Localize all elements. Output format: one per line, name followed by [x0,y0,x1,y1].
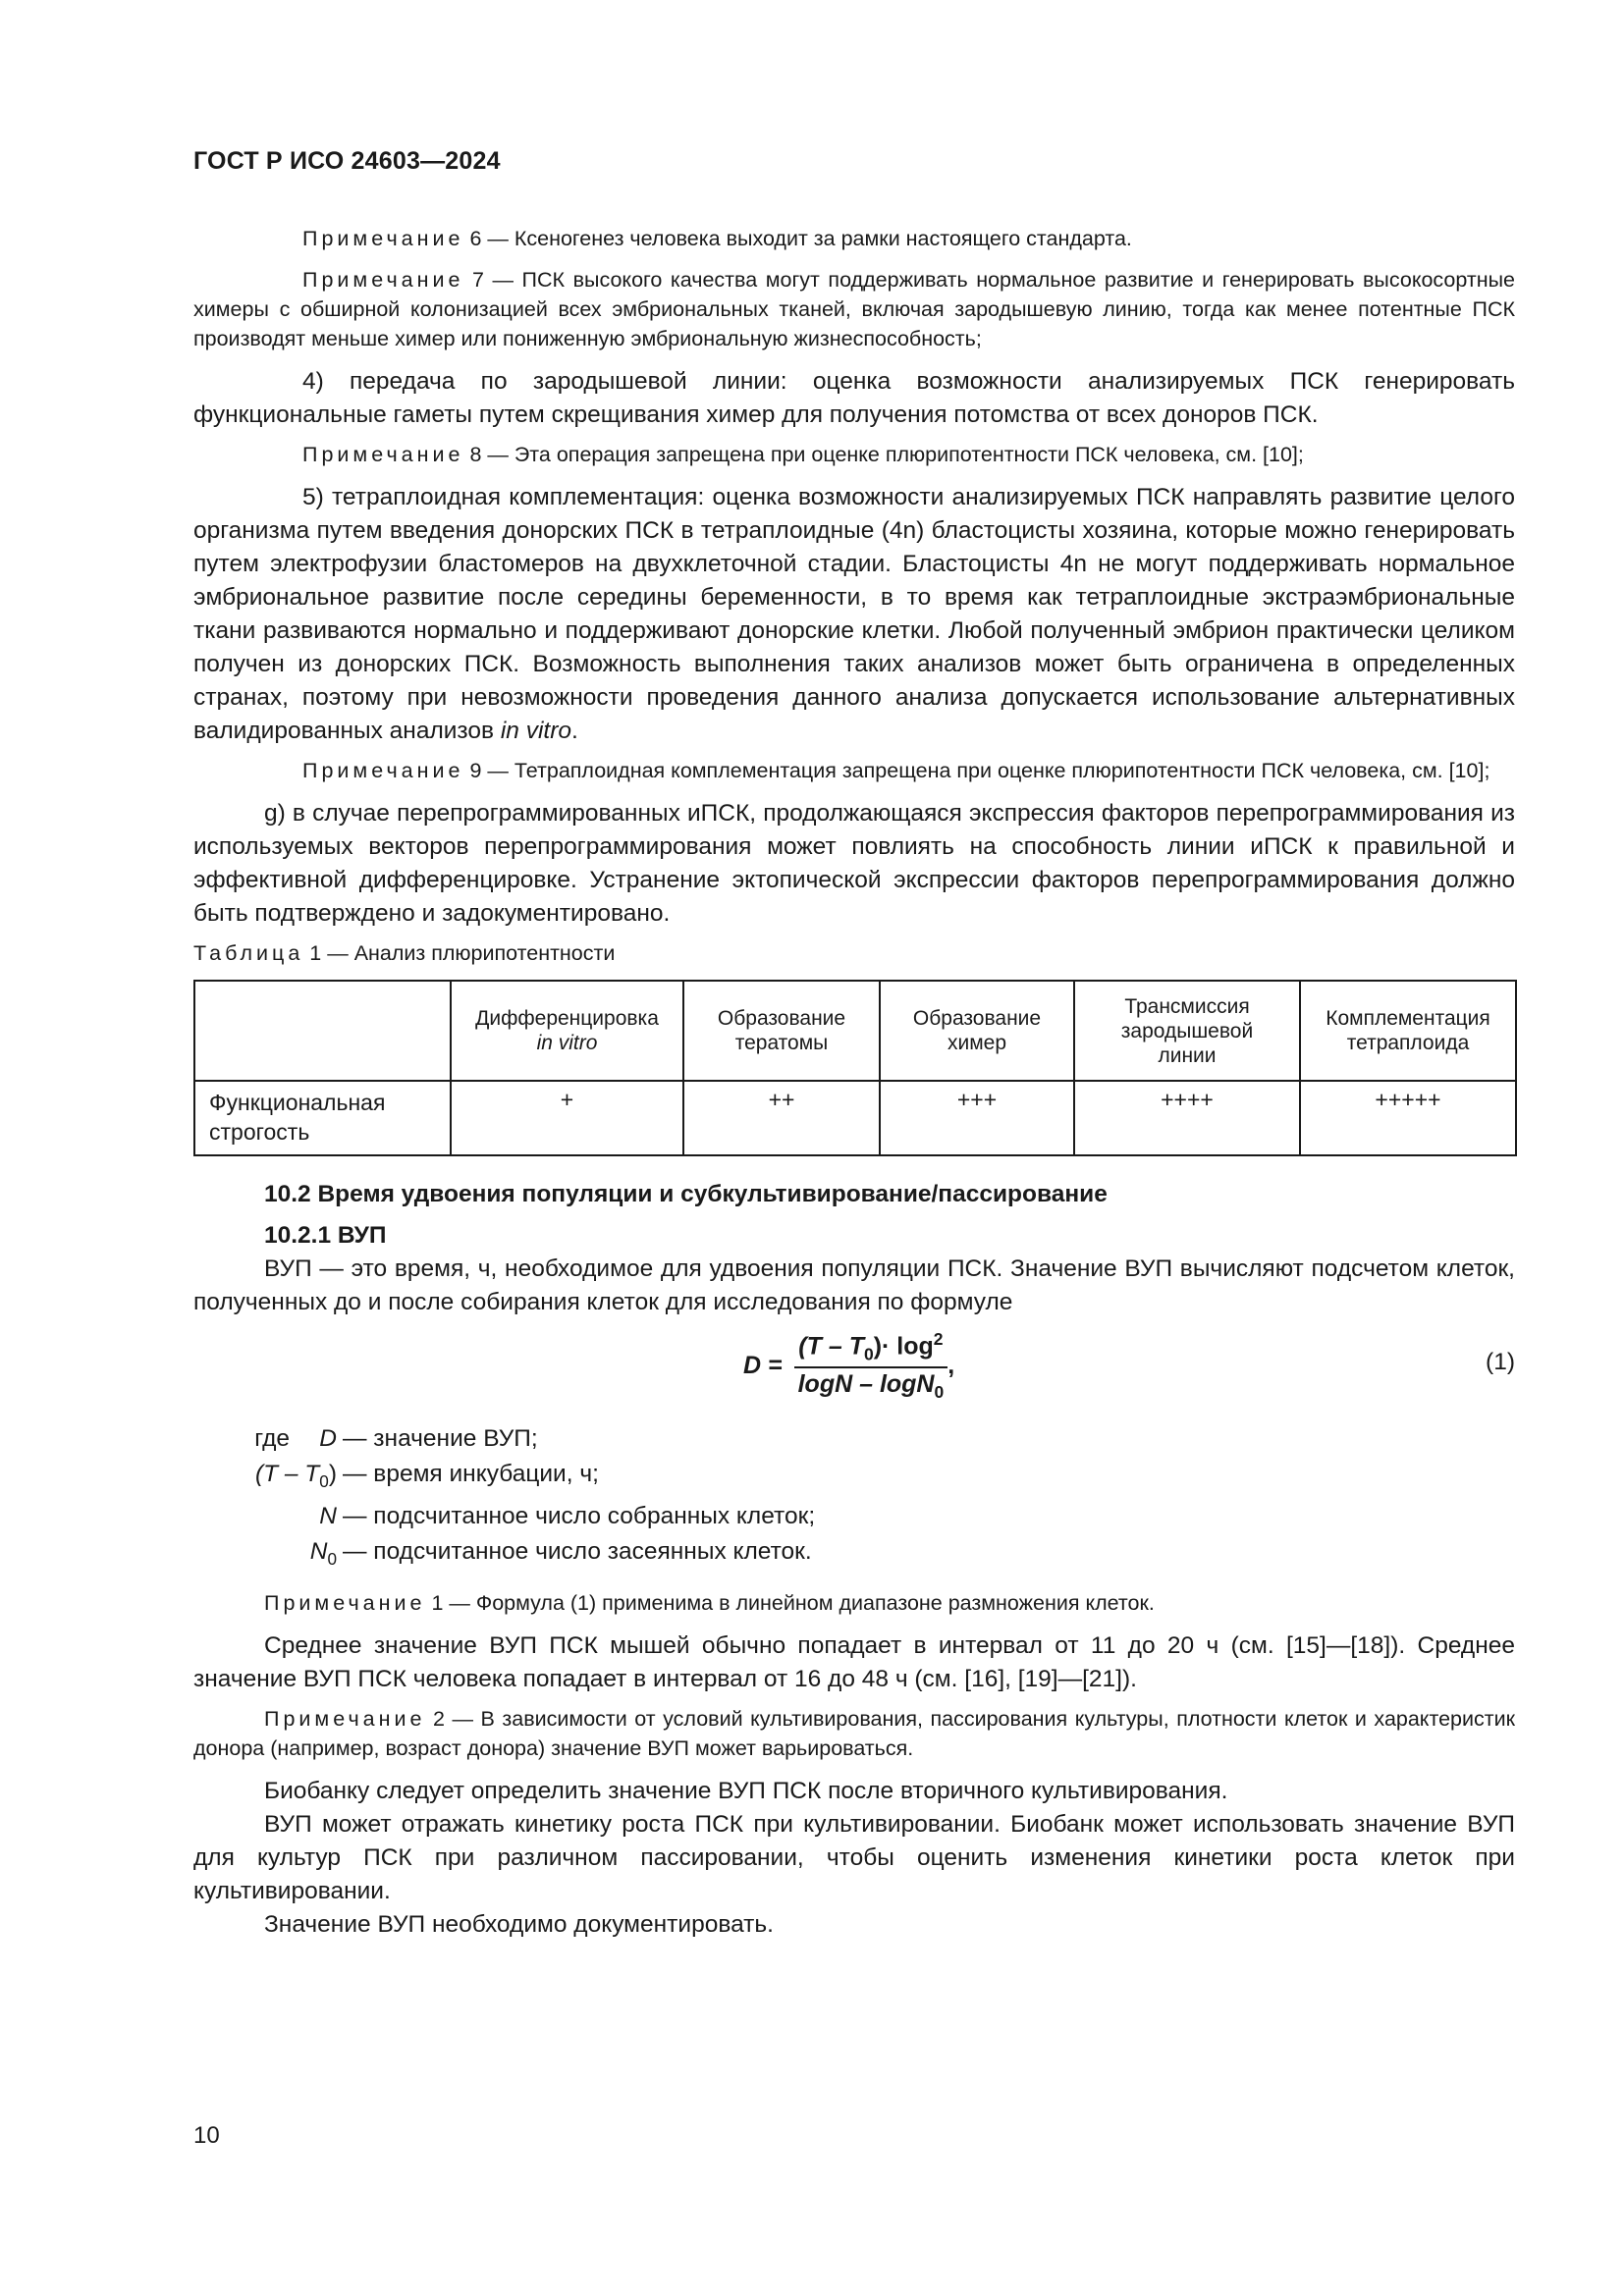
note-label: Примечание [302,759,464,782]
table-cell: +++++ [1300,1081,1516,1155]
legend-symbol: N [319,1502,337,1529]
note-number: 7 [472,268,484,292]
note-text: — Эта операция запрещена при оценке плюрипотентности ПСК человека, см. [10]; [481,443,1304,466]
table-header-cell: Образование химер [880,981,1074,1081]
legend-text: — время инкубации, ч; [343,1461,599,1487]
legend-where: где [254,1425,291,1452]
paragraph-g: g) в случае перепрограммированных иПСК, продолжающаяся экспрессия факторов перепрограммирования из используемых векторов перепрограммирования может повлиять на способность линии иПСК к правильной и эффективной дифференцировке. Устранение эктопической экспрессии факторов перепрограммирования должно быть подтверждено и задокументировано. [193,800,1515,927]
paragraph-4: 4) передача по зародышевой линии: оценка возможности анализируемых ПСК генерировать функциональные гаметы путем скрещивания химер для получения потомства от всех доноров ПСК. [193,368,1515,428]
table-caption-label: Таблица [193,941,304,965]
paragraph-5-text: 5) тетраплоидная комплементация: оценка возможности анализируемых ПСК направлять развитие целого организма путем введения донорских ПСК в тетраплоидные (4n) бластоцисты хозяина, которые можно генерировать путем электрофузии бластомеров на двухклеточной стадии. Бластоцисты 4n не могут поддерживать нормальное эмбриональное развитие после середины беременности, в то время как тетраплоидные экстраэмбриональные ткани развиваются нормально и поддерживают донорские клетки. Любой полученный эмбрион практически целиком получен из донорских ПСК. Возможность выполнения таких анализов может быть ограничена в определенных странах, поэтому при невозможности проведения данного анализа допускается использование альтернативных валидированных анализов [193,484,1515,744]
table-caption-text: 1 — Анализ плюрипотентности [303,941,616,965]
legend-row [193,1457,1515,1499]
note-label: Примечание [302,268,464,292]
table-cell: + [451,1081,683,1155]
legend-symbol: $N_0$ [309,1537,337,1569]
table-corner-cell [194,981,451,1081]
formula-legend [193,1421,1515,1576]
legend-row [193,1499,1515,1534]
formula-number: (1) [1486,1349,1515,1375]
avg-paragraph: Среднее значение ВУП ПСК мышей обычно попадает в интервал от 11 до 20 ч (см. [15]—[18]). Среднее значение ВУП ПСК человека попадает в интервал от 16 до 48 ч (см. [16], [19]—[21]). [193,1631,1515,1692]
section-heading-10-2: 10.2 Время удвоения популяции и субкультивирование/пассирование [264,1181,1108,1207]
note-m2 [193,1704,1515,1763]
note-7 [193,265,1515,353]
table-header-row [194,981,1516,1081]
formula-lhs: D = [743,1352,783,1380]
table-cell: +++ [880,1081,1074,1155]
legend-text: — подсчитанное число засеянных клеток. [343,1537,812,1565]
table-cell: ++ [683,1081,880,1155]
note-text: — Ксеногенез человека выходит за рамки настоящего стандарта. [481,227,1132,250]
note-text: — Тетраплоидная комплементация запрещена при оценке плюрипотентности ПСК человека, см. [10]; [481,759,1490,782]
note-number: 1 [431,1590,444,1615]
note-number: 6 [469,227,482,250]
note-label: Примечание [302,227,464,250]
formula-denominator: logN – logN$_0$ [797,1370,945,1403]
legend-text: — подсчитанное число собранных клеток; [343,1502,816,1529]
note-label: Примечание [264,1706,426,1731]
note-8 [193,440,1515,469]
biobank-paragraph-3: Значение ВУП необходимо документировать. [264,1910,774,1938]
legend-text: — значение ВУП; [343,1425,538,1452]
note-m1 [193,1588,1515,1618]
legend-symbol: $(T - T_0)$ [254,1461,337,1491]
formula [743,1329,954,1403]
legend-row [193,1534,1515,1576]
note-text: — В зависимости от условий культивирования, пассирования культуры, плотности клеток и характеристик донора (например, возраст донора) значение ВУП может варьироваться. [193,1706,1516,1760]
biobank-paragraph-1: Биобанку следует определить значение ВУП ПСК после вторичного культивирования. [264,1777,1228,1804]
note-text: — Формула (1) применима в линейном диапазоне размножения клеток. [443,1590,1155,1615]
table-header-cell: Трансмиссия зародышевой линии [1074,981,1300,1081]
note-number: 2 [433,1706,445,1731]
table-cell: ++++ [1074,1081,1300,1155]
pluripotency-table [193,980,1517,1156]
formula-tail: , [947,1352,955,1380]
note-number: 8 [469,443,482,466]
page-content [193,224,1515,1949]
vup-definition: ВУП — это время, ч, необходимое для удвоения популяции ПСК. Значение ВУП вычисляют подсчетом клеток, полученных до и после собирания клеток для исследования по формуле [193,1255,1515,1315]
paragraph-5-end: . [571,718,578,744]
biobank-paragraph-2: ВУП может отражать кинетику роста ПСК при культивировании. Биобанк может использовать значение ВУП для культур ПСК при различном пассировании, чтобы оценить изменения кинетики роста клеток при культивировании. [193,1810,1515,1904]
formula-numerator: $(T - T_0)\cdot \log^2$ [794,1329,947,1368]
table-row-label: Функциональная строгость [194,1081,451,1155]
legend-symbol: D [319,1425,337,1452]
table-header-cell: Комплементация тетраплоида [1300,981,1516,1081]
document-header: ГОСТ Р ИСО 24603—2024 [193,147,501,175]
note-label: Примечание [302,443,464,466]
legend-row [193,1421,1515,1457]
note-text: — ПСК высокого качества могут поддерживать нормальное развитие и генерировать высокосортные химеры с обширной колонизацией всех эмбриональных тканей, включая зародышевую линию, тогда как менее потентные ПСК производят меньше химер или пониженную эмбриональную жизнеспособность; [193,268,1515,350]
note-label: Примечание [264,1590,426,1615]
formula-fraction [794,1329,948,1403]
table-row [194,1081,1516,1155]
note-9 [193,756,1515,785]
section-heading-10-2-1: 10.2.1 ВУП [264,1222,387,1249]
note-number: 9 [469,759,482,782]
paragraph-5 [193,481,1515,748]
table-header-cell: Образование тератомы [683,981,880,1081]
note-6 [193,224,1515,253]
table-caption [193,938,1515,968]
paragraph-5-italic: in vitro [500,718,572,744]
formula-block [193,1329,1515,1408]
table-header-cell: Дифференцировка in vitro [451,981,683,1081]
page-number: 10 [193,2122,220,2149]
